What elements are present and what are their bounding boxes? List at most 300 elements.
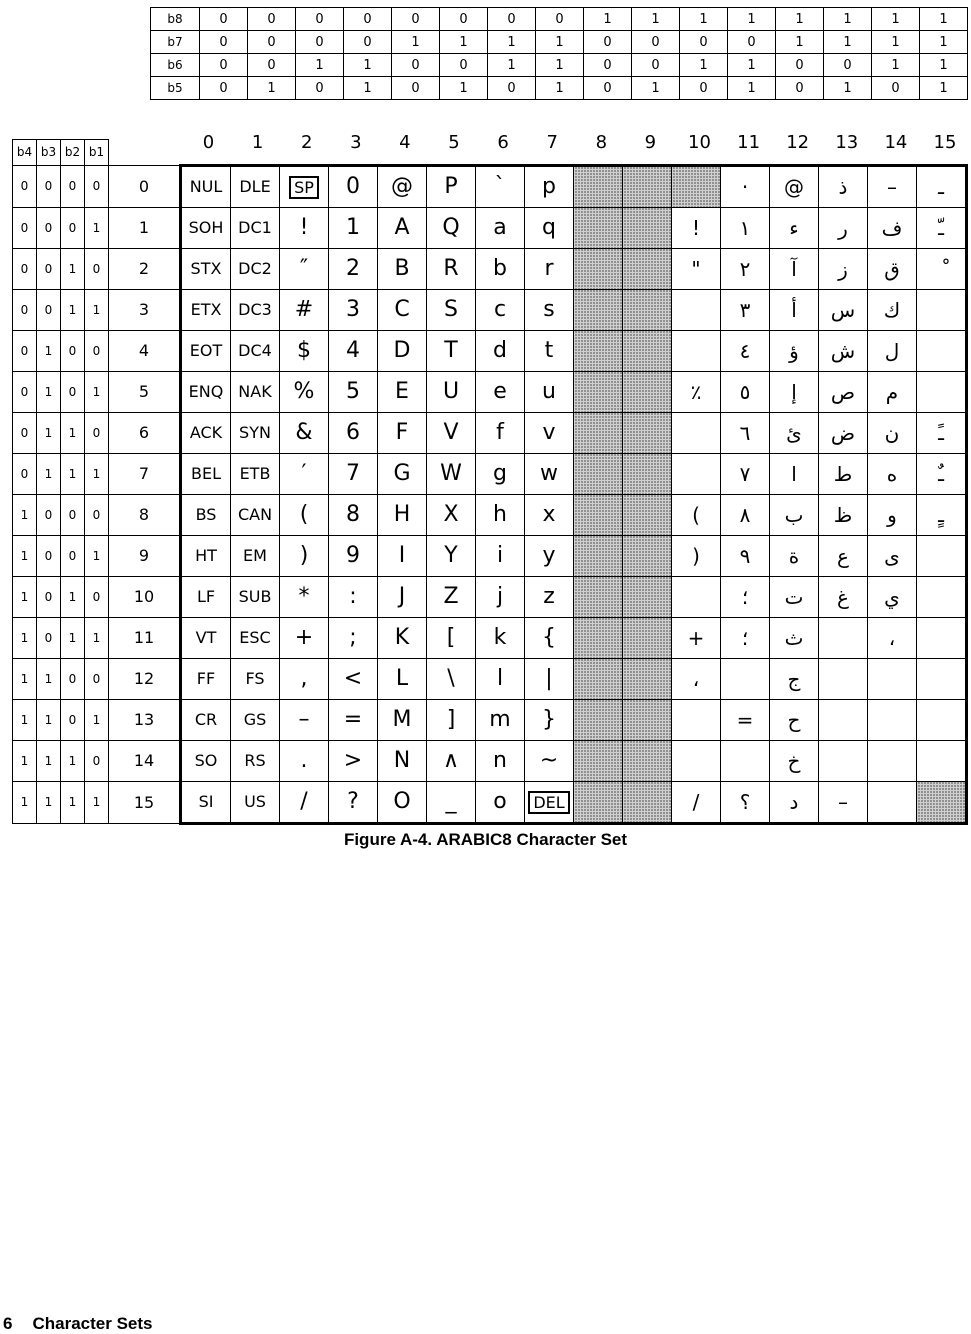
character-cell <box>672 453 721 494</box>
character-cell: ١ <box>721 207 770 248</box>
character-cell: ( <box>280 494 329 535</box>
character-cell: ENQ <box>181 371 231 412</box>
bit-value: 0 <box>440 54 488 77</box>
character-cell <box>917 699 967 740</box>
row-bit: 0 <box>85 740 109 781</box>
character-cell: STX <box>181 248 231 289</box>
character-cell: + <box>280 617 329 658</box>
row-bit: 1 <box>61 453 85 494</box>
row-bit-header: b1 <box>85 140 109 166</box>
character-cell <box>868 781 917 823</box>
character-cell: U <box>427 371 476 412</box>
character-cell: { <box>525 617 574 658</box>
character-cell: ض <box>819 412 868 453</box>
bit-value: 0 <box>584 54 632 77</box>
character-cell: ) <box>280 535 329 576</box>
bit-label: b5 <box>151 77 200 100</box>
character-cell: ز <box>819 248 868 289</box>
character-cell <box>623 165 672 207</box>
character-cell: ر <box>819 207 868 248</box>
column-number: 13 <box>835 132 859 153</box>
row-bit: 1 <box>37 412 61 453</box>
bit-value: 1 <box>440 77 488 100</box>
character-cell: : <box>329 576 378 617</box>
character-cell: – <box>819 781 868 823</box>
character-cell: a <box>476 207 525 248</box>
table-row <box>13 617 967 658</box>
bit-value: 0 <box>776 54 824 77</box>
row-bit: 0 <box>61 535 85 576</box>
table-row <box>13 535 967 576</box>
character-cell: ي <box>868 576 917 617</box>
row-bit: 0 <box>37 535 61 576</box>
bit-value: 1 <box>584 8 632 31</box>
character-cell: y <box>525 535 574 576</box>
character-cell <box>819 699 868 740</box>
character-cell: m <box>476 699 525 740</box>
character-cell: DC4 <box>231 330 280 371</box>
bit-value: 1 <box>440 31 488 54</box>
character-cell: ` <box>476 165 525 207</box>
character-cell: ! <box>672 207 721 248</box>
character-cell <box>868 740 917 781</box>
row-bit: 1 <box>61 289 85 330</box>
row-number: 3 <box>109 289 181 330</box>
character-cell: E <box>378 371 427 412</box>
character-cell: ظ <box>819 494 868 535</box>
character-cell: O <box>378 781 427 823</box>
bit-value: 0 <box>680 31 728 54</box>
bit-label: b8 <box>151 8 200 31</box>
character-cell: q <box>525 207 574 248</box>
character-cell: FS <box>231 658 280 699</box>
character-cell: ٢ <box>721 248 770 289</box>
row-bit: 0 <box>85 658 109 699</box>
character-set-table <box>12 139 968 825</box>
character-cell: – <box>868 165 917 207</box>
bit-value: 1 <box>296 54 344 77</box>
bit-value: 1 <box>920 77 968 100</box>
column-number: 6 <box>497 132 509 153</box>
row-number: 10 <box>109 576 181 617</box>
row-bit-header: b2 <box>61 140 85 166</box>
character-cell <box>917 289 967 330</box>
character-cell: RS <box>231 740 280 781</box>
character-cell: = <box>329 699 378 740</box>
character-cell <box>623 289 672 330</box>
character-cell: Q <box>427 207 476 248</box>
character-cell: b <box>476 248 525 289</box>
character-cell: ق <box>868 248 917 289</box>
character-cell: P <box>427 165 476 207</box>
character-cell <box>574 658 623 699</box>
character-cell: z <box>525 576 574 617</box>
row-bit: 1 <box>61 781 85 823</box>
character-cell: @ <box>770 165 819 207</box>
character-cell: N <box>378 740 427 781</box>
character-cell: I <box>378 535 427 576</box>
character-cell <box>623 371 672 412</box>
column-number: 11 <box>737 132 761 153</box>
character-cell: ة <box>770 535 819 576</box>
character-cell: 9 <box>329 535 378 576</box>
character-cell: . <box>280 740 329 781</box>
character-cell: إ <box>770 371 819 412</box>
row-number: 5 <box>109 371 181 412</box>
character-cell: ـٌ <box>917 453 967 494</box>
character-cell: SO <box>181 740 231 781</box>
character-cell: US <box>231 781 280 823</box>
character-cell <box>623 699 672 740</box>
character-cell: – <box>280 699 329 740</box>
row-number: 0 <box>109 165 181 207</box>
character-cell: d <box>476 330 525 371</box>
character-cell <box>672 289 721 330</box>
column-number: 10 <box>688 132 711 153</box>
column-number: 0 <box>202 132 215 153</box>
table-row <box>13 412 967 453</box>
character-cell <box>623 576 672 617</box>
character-cell: ج <box>770 658 819 699</box>
character-cell <box>623 535 672 576</box>
row-bit: 1 <box>13 494 37 535</box>
row-bit: 1 <box>85 207 109 248</box>
bit-value: 1 <box>872 8 920 31</box>
figure-caption: Figure A-4. ARABIC8 Character Set <box>343 830 628 849</box>
character-cell: i <box>476 535 525 576</box>
row-bit: 0 <box>61 658 85 699</box>
character-cell: Z <box>427 576 476 617</box>
bit-value: 1 <box>632 77 680 100</box>
column-number: 9 <box>644 132 657 153</box>
row-bit: 1 <box>61 740 85 781</box>
character-cell: j <box>476 576 525 617</box>
character-cell <box>574 740 623 781</box>
character-cell <box>623 617 672 658</box>
character-cell <box>721 740 770 781</box>
character-cell: ؤ <box>770 330 819 371</box>
character-cell <box>868 699 917 740</box>
bit-value: 1 <box>728 77 776 100</box>
bit-value: 1 <box>680 8 728 31</box>
bit-value: 1 <box>872 31 920 54</box>
character-cell: \ <box>427 658 476 699</box>
header-spacer <box>109 140 967 166</box>
bit-value: 0 <box>392 54 440 77</box>
character-cell: ؟ <box>721 781 770 823</box>
character-cell <box>819 617 868 658</box>
character-cell: ى <box>868 535 917 576</box>
character-cell: L <box>378 658 427 699</box>
row-bit: 0 <box>13 207 37 248</box>
row-bit: 1 <box>37 658 61 699</box>
character-cell: _ <box>427 781 476 823</box>
character-cell: ? <box>329 781 378 823</box>
column-number: 4 <box>399 132 411 153</box>
character-cell: ؛ <box>721 617 770 658</box>
row-number: 1 <box>109 207 181 248</box>
table-row <box>13 781 967 823</box>
character-cell: & <box>280 412 329 453</box>
character-cell: $ <box>280 330 329 371</box>
character-cell: ′ <box>280 453 329 494</box>
character-cell: ه <box>868 453 917 494</box>
character-cell: ٤ <box>721 330 770 371</box>
table-row <box>13 248 967 289</box>
character-cell: ء <box>770 207 819 248</box>
bit-value: 0 <box>296 77 344 100</box>
row-bit: 0 <box>13 453 37 494</box>
character-cell: 6 <box>329 412 378 453</box>
row-bit: 0 <box>85 412 109 453</box>
character-cell: > <box>329 740 378 781</box>
row-bit: 1 <box>13 658 37 699</box>
character-cell <box>574 494 623 535</box>
high-bit-header-table <box>150 7 968 100</box>
character-cell: ETB <box>231 453 280 494</box>
bit-value: 1 <box>488 54 536 77</box>
character-cell: = <box>721 699 770 740</box>
character-cell <box>623 658 672 699</box>
row-bit: 1 <box>61 576 85 617</box>
character-cell: D <box>378 330 427 371</box>
row-bit-header: b3 <box>37 140 61 166</box>
character-cell: ٧ <box>721 453 770 494</box>
row-number: 12 <box>109 658 181 699</box>
character-cell: h <box>476 494 525 535</box>
row-bit: 1 <box>13 617 37 658</box>
character-cell: ص <box>819 371 868 412</box>
character-cell: ٣ <box>721 289 770 330</box>
row-bit: 1 <box>37 330 61 371</box>
character-cell: x <box>525 494 574 535</box>
bit-value: 0 <box>728 31 776 54</box>
character-cell: ـ <box>917 165 967 207</box>
high-bit-row <box>151 77 968 100</box>
row-bit: 1 <box>85 371 109 412</box>
table-row <box>13 494 967 535</box>
bit-label: b6 <box>151 54 200 77</box>
character-cell: 5 <box>329 371 378 412</box>
character-cell: X <box>427 494 476 535</box>
bit-value: 0 <box>344 31 392 54</box>
character-cell <box>672 699 721 740</box>
character-cell: l <box>476 658 525 699</box>
character-cell: G <box>378 453 427 494</box>
bit-value: 1 <box>536 31 584 54</box>
character-cell: 2 <box>329 248 378 289</box>
bit-value: 0 <box>200 77 248 100</box>
character-cell: k <box>476 617 525 658</box>
character-cell <box>819 658 868 699</box>
character-cell: ٦ <box>721 412 770 453</box>
character-cell <box>623 330 672 371</box>
row-bit: 1 <box>37 740 61 781</box>
character-cell <box>623 207 672 248</box>
row-number: 9 <box>109 535 181 576</box>
character-cell: 1 <box>329 207 378 248</box>
bit-value: 0 <box>776 77 824 100</box>
bit-value: 0 <box>296 8 344 31</box>
character-cell: ـً <box>917 412 967 453</box>
row-bit: 0 <box>85 330 109 371</box>
character-cell: C <box>378 289 427 330</box>
character-cell: GS <box>231 699 280 740</box>
row-bit: 0 <box>61 371 85 412</box>
character-cell: SI <box>181 781 231 823</box>
character-cell <box>623 781 672 823</box>
character-cell: n <box>476 740 525 781</box>
character-cell: ! <box>280 207 329 248</box>
character-cell <box>574 699 623 740</box>
row-number: 8 <box>109 494 181 535</box>
bit-value: 1 <box>728 8 776 31</box>
character-cell: T <box>427 330 476 371</box>
character-cell: ; <box>329 617 378 658</box>
character-cell <box>917 781 967 823</box>
character-cell: e <box>476 371 525 412</box>
character-cell: DC2 <box>231 248 280 289</box>
character-cell: * <box>280 576 329 617</box>
bit-value: 1 <box>824 77 872 100</box>
row-bit: 0 <box>37 617 61 658</box>
bit-value: 0 <box>584 77 632 100</box>
character-cell: ETX <box>181 289 231 330</box>
bit-value: 0 <box>248 31 296 54</box>
character-cell: ط <box>819 453 868 494</box>
bit-value: 0 <box>824 54 872 77</box>
character-cell: ، <box>672 658 721 699</box>
row-number: 11 <box>109 617 181 658</box>
row-bit: 0 <box>85 248 109 289</box>
character-cell: v <box>525 412 574 453</box>
character-cell <box>721 658 770 699</box>
character-cell <box>623 740 672 781</box>
character-cell <box>574 165 623 207</box>
bit-value: 0 <box>296 31 344 54</box>
bit-value: 0 <box>872 77 920 100</box>
character-cell: BS <box>181 494 231 535</box>
character-cell: R <box>427 248 476 289</box>
character-cell: H <box>378 494 427 535</box>
row-bit: 1 <box>13 740 37 781</box>
character-cell: 3 <box>329 289 378 330</box>
character-cell: + <box>672 617 721 658</box>
bit-value: 0 <box>392 77 440 100</box>
character-cell: ث <box>770 617 819 658</box>
character-cell: ٪ <box>672 371 721 412</box>
character-cell <box>574 576 623 617</box>
character-cell: # <box>280 289 329 330</box>
row-bit: 0 <box>85 494 109 535</box>
table-row <box>13 289 967 330</box>
bit-value: 1 <box>920 8 968 31</box>
character-cell: ٩ <box>721 535 770 576</box>
character-cell: ك <box>868 289 917 330</box>
bit-value: 1 <box>776 8 824 31</box>
bit-value: 1 <box>680 54 728 77</box>
character-cell: ـّ <box>917 207 967 248</box>
table-row <box>13 207 967 248</box>
character-cell: HT <box>181 535 231 576</box>
character-cell <box>917 248 967 289</box>
row-bit: 0 <box>37 248 61 289</box>
row-bit: 0 <box>61 165 85 207</box>
row-bit: 0 <box>61 494 85 535</box>
character-cell: ع <box>819 535 868 576</box>
character-cell: ذ <box>819 165 868 207</box>
row-number: 2 <box>109 248 181 289</box>
character-cell: آ <box>770 248 819 289</box>
character-cell <box>672 412 721 453</box>
bit-value: 1 <box>344 54 392 77</box>
character-cell: ا <box>770 453 819 494</box>
character-cell: u <box>525 371 574 412</box>
character-cell: NAK <box>231 371 280 412</box>
bit-value: 1 <box>488 31 536 54</box>
character-cell: f <box>476 412 525 453</box>
character-cell: } <box>525 699 574 740</box>
character-cell: م <box>868 371 917 412</box>
table-row <box>13 165 967 207</box>
character-cell: w <box>525 453 574 494</box>
character-cell: DLE <box>231 165 280 207</box>
row-bit: 0 <box>13 371 37 412</box>
character-cell: V <box>427 412 476 453</box>
character-cell: ) <box>672 494 721 535</box>
character-cell: J <box>378 576 427 617</box>
bit-value: 1 <box>872 54 920 77</box>
character-cell <box>917 740 967 781</box>
character-cell: ؛ <box>721 576 770 617</box>
character-cell: B <box>378 248 427 289</box>
character-cell <box>672 740 721 781</box>
character-cell <box>623 494 672 535</box>
character-cell <box>525 781 574 823</box>
bit-value: 1 <box>632 8 680 31</box>
bit-value: 1 <box>824 31 872 54</box>
bit-value: 0 <box>392 8 440 31</box>
bit-value: 1 <box>248 77 296 100</box>
character-cell: @ <box>378 165 427 207</box>
character-cell <box>574 330 623 371</box>
character-cell: SOH <box>181 207 231 248</box>
character-cell <box>868 658 917 699</box>
character-cell: CR <box>181 699 231 740</box>
row-bit: 0 <box>85 165 109 207</box>
table-row <box>13 740 967 781</box>
column-number: 8 <box>595 132 608 153</box>
bit-value: 0 <box>248 54 296 77</box>
character-cell: ل <box>868 330 917 371</box>
character-cell <box>917 576 967 617</box>
footer-section-title: Character Sets <box>32 1314 153 1333</box>
character-cell: Y <box>427 535 476 576</box>
character-cell: < <box>329 658 378 699</box>
bit-value: 0 <box>536 8 584 31</box>
character-cell: / <box>672 781 721 823</box>
row-bit: 1 <box>13 535 37 576</box>
bit-value: 1 <box>824 8 872 31</box>
character-cell <box>574 412 623 453</box>
character-cell: % <box>280 371 329 412</box>
character-cell: p <box>525 165 574 207</box>
page-footer <box>3 1314 172 1334</box>
character-cell: S <box>427 289 476 330</box>
character-cell: ف <box>868 207 917 248</box>
character-cell: 4 <box>329 330 378 371</box>
high-bit-row <box>151 8 968 31</box>
